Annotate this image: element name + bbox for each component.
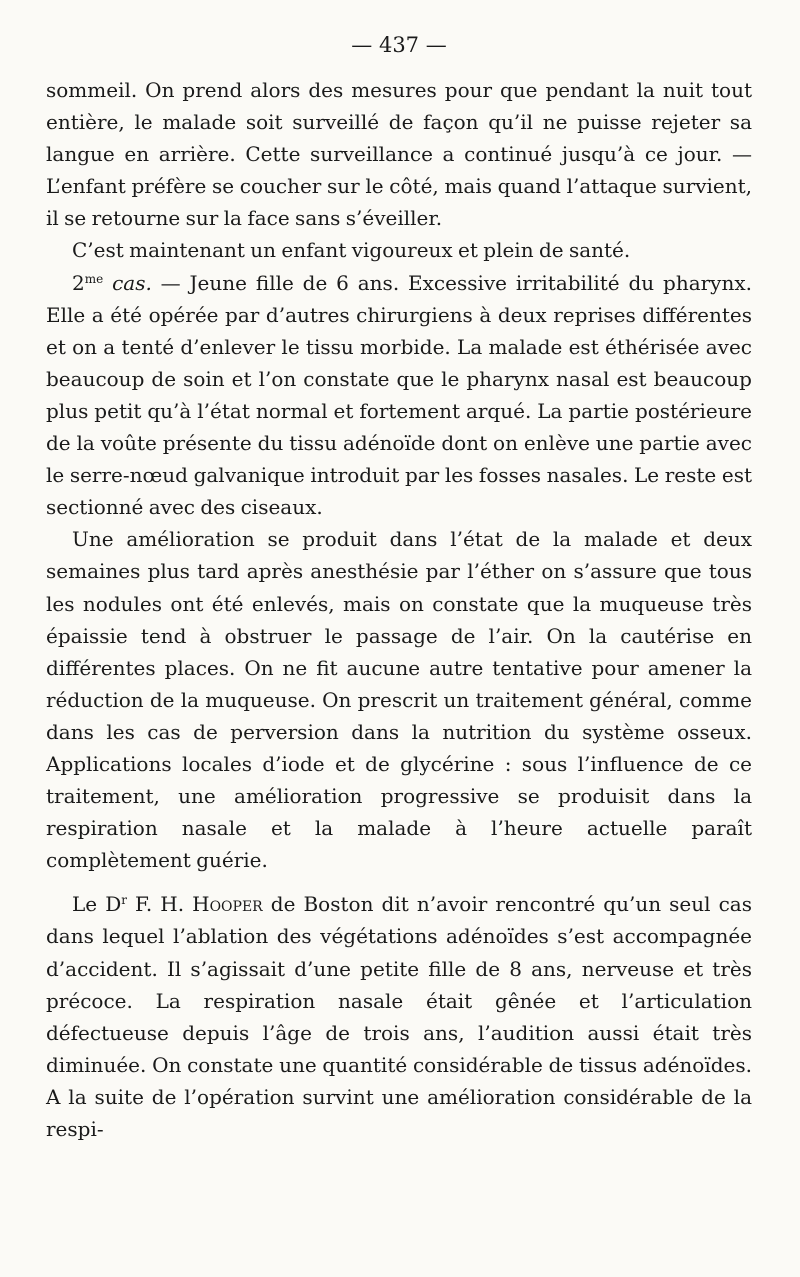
- document-page: [46, 30, 752, 1145]
- paragraph-second-case: [46, 267, 752, 524]
- hooper-text: de Boston dit n’avoir rencontré qu’un seul cas dans lequel l’ablation des végétations adénoïdes s’est accompagnée d’accident. Il s’agissait d’une petite fille de 8 ans, nerveuse et très précoce. La respiration nasale était gênée et l’articulation défectueuse depuis l’âge de trois ans, l’audition aussi était très diminuée. On constate une quantité considérable de tissus adénoïdes. A la suite de l’opération survint une amélioration considérable de la respi-: [46, 892, 752, 1141]
- paragraph-sommeil: sommeil. On prend alors des mesures pour que pendant la nuit tout entière, le malade soit surveillé de façon qu’il ne puisse rejeter sa langue en arrière. Cette surveillance a continué jusqu’à ce jour. — L’enfant préfère se coucher sur le côté, mais quand l’attaque survient, il se retourne sur la face sans s’éveiller.: [46, 78, 752, 231]
- case-label: cas.: [112, 270, 152, 295]
- author-name: Hooper: [192, 892, 263, 917]
- doctor-abbrev-sup: r: [121, 893, 127, 908]
- case-text: — Jeune fille de 6 ans. Excessive irritabilité du pharynx. Elle a été opérée par d’autres chirurgiens à deux reprises différentes et on a tenté d’enlever le tissu morbide. La malade est éthérisée avec beaucoup de soin et l’on constate que le pharynx nasal est beaucoup plus petit qu’à l’état normal et fortement arqué. La partie postérieure de la voûte présente du tissu adénoïde dont on enlève une partie avec le serre-nœud galvanique introduit par les fosses nasales. Le reste est sectionné avec des ciseaux.: [46, 270, 752, 520]
- page-number: — 437 —: [351, 33, 447, 57]
- paragraph-enfant-vigoureux: C’est maintenant un enfant vigoureux et plein de santé.: [72, 238, 631, 263]
- paragraph-amelioration: Une amélioration se produit dans l’état de la malade et deux semaines plus tard après anesthésie par l’éther on s’assure que tous les nodules ont été enlevés, mais on constate que la muqueuse très épaissie tend à obstruer le passage de l’air. On la cautérise en différentes places. On ne fit aucune autre tentative pour amener la réduction de la muqueuse. On prescrit un traitement général, comme dans les cas de perversion dans la nutrition du système osseux. Applications locales d’iode et de glycérine : sous l’influence de ce traitement, une amélioration progressive se produisit dans la respiration nasale et la malade à l’heure actuelle paraît complètement guérie.: [46, 527, 752, 873]
- paragraph-hooper: Le $D^r$ F. H. Hooper de Boston dit n’avoir rencontré qu’un seul cas dans lequel l’ablation des végétations adénoïdes s’est accompagnée d’accident. Il s’agissait d’une petite fille de 8 ans, nerveuse et très précoce. La respiration nasale était gênée et l’articulation défectueuse depuis l’âge de trois ans, l’audition aussi était très diminuée. On constate une quantité considérable de tissus adénoïdes. A la suite de l’opération survint une amélioration considérable de la respi-: [46, 892, 752, 1141]
- case-number: $2^{me}$: [72, 270, 104, 295]
